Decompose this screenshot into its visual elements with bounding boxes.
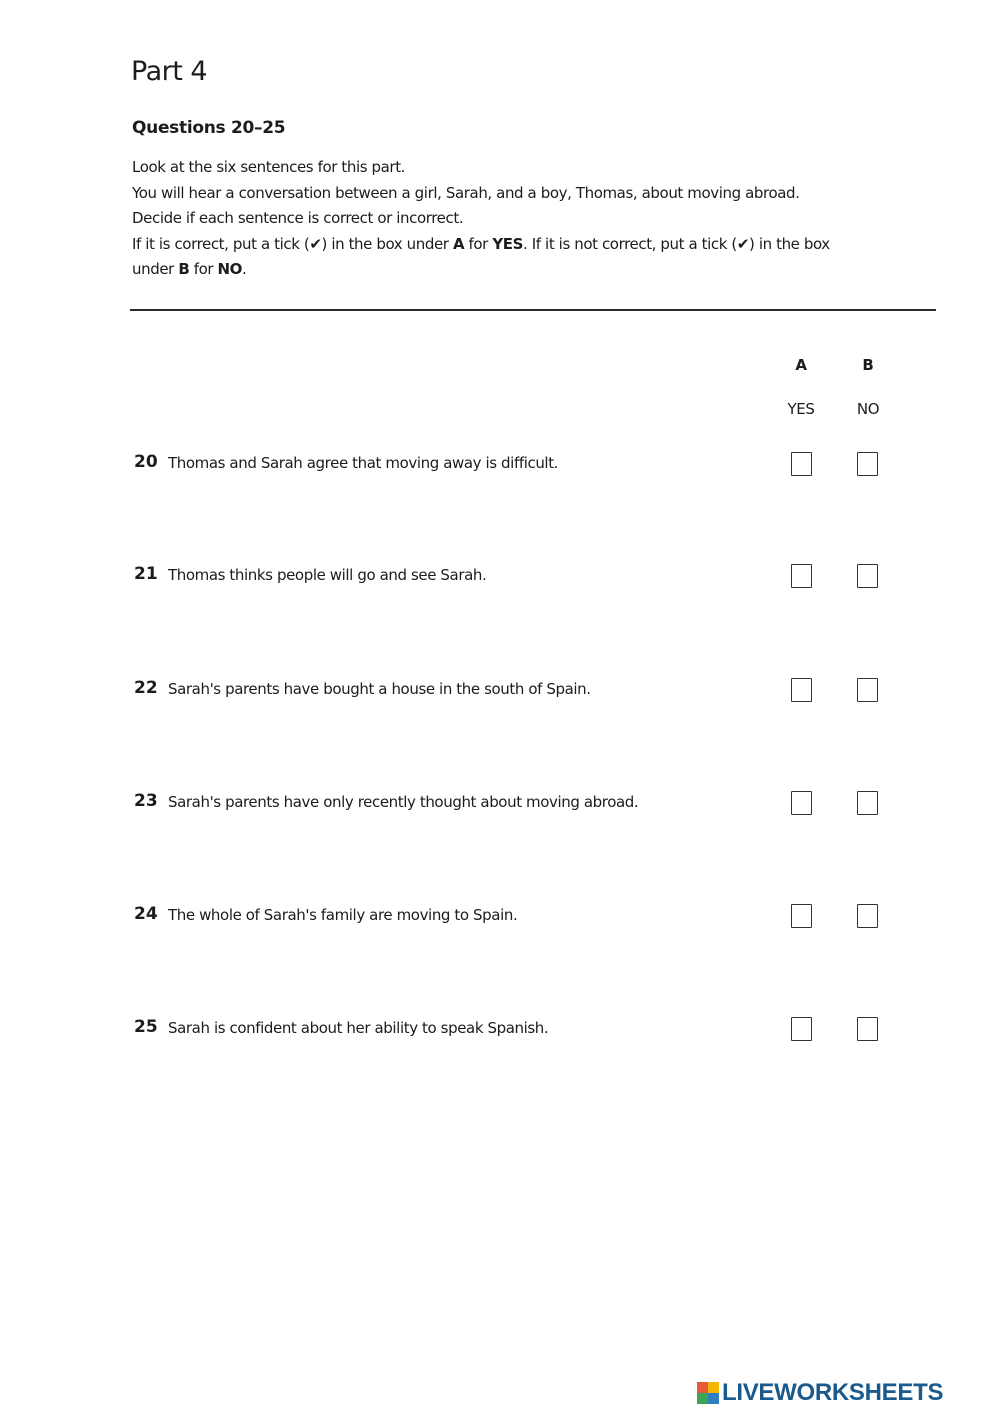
instruction-line: Decide if each sentence is correct or incorrect.: [132, 209, 464, 227]
answer-yes-checkbox[interactable]: [791, 452, 812, 476]
question-text: Sarah is confident about her ability to speak Spanish.: [168, 1019, 549, 1037]
answer-yes-checkbox[interactable]: [791, 564, 812, 588]
question-text: The whole of Sarah's family are moving to Spain.: [168, 906, 518, 924]
page-title: Part 4: [131, 56, 208, 87]
liveworksheets-watermark: [697, 1378, 943, 1408]
answer-no-checkbox[interactable]: [857, 678, 878, 702]
liveworksheets-logo-icon: [697, 1382, 719, 1404]
question-text: Sarah's parents have only recently thought about moving abroad.: [168, 793, 639, 811]
answer-no-checkbox[interactable]: [857, 1017, 878, 1041]
instruction-line: You will hear a conversation between a girl, Sarah, and a boy, Thomas, about moving abroad.: [132, 183, 800, 202]
answer-no-checkbox[interactable]: [857, 791, 878, 815]
column-no-label: NO: [856, 400, 880, 418]
question-text: Sarah's parents have bought a house in the south of Spain.: [168, 680, 591, 698]
column-b-letter: B: [862, 356, 874, 374]
watermark-text: LIVEWORKSHEETS: [722, 1379, 944, 1406]
answer-yes-checkbox[interactable]: [791, 1017, 812, 1041]
answer-no-checkbox[interactable]: [857, 904, 878, 928]
answer-yes-checkbox[interactable]: [791, 678, 812, 702]
column-yes-label: YES: [787, 400, 815, 418]
question-text: Thomas and Sarah agree that moving away is difficult.: [168, 454, 559, 472]
question-text: Thomas thinks people will go and see Sarah.: [168, 566, 487, 584]
question-row-22: [134, 678, 894, 708]
question-row-23: [134, 791, 894, 821]
question-number: 21: [134, 564, 158, 584]
question-row-25: [134, 1017, 894, 1047]
column-a-letter: A: [795, 356, 807, 374]
instruction-line: If it is correct, put a tick (✔) in the box under A for YES. If it is not correct, put a tick (✔) in the box: [132, 234, 830, 253]
question-number: 22: [134, 678, 158, 698]
instruction-line: under B for NO.: [132, 260, 247, 278]
instructions: [132, 155, 852, 283]
questions-heading: Questions 20–25: [132, 118, 286, 138]
question-number: 25: [134, 1017, 158, 1037]
answer-no-checkbox[interactable]: [857, 452, 878, 476]
question-row-24: [134, 904, 894, 934]
question-row-20: [134, 452, 894, 482]
answer-yes-checkbox[interactable]: [791, 904, 812, 928]
answer-yes-checkbox[interactable]: [791, 791, 812, 815]
instruction-line: Look at the six sentences for this part.: [132, 158, 406, 176]
question-number: 24: [134, 904, 158, 924]
question-number: 23: [134, 791, 158, 811]
answer-no-checkbox[interactable]: [857, 564, 878, 588]
question-row-21: [134, 564, 894, 594]
question-number: 20: [134, 452, 158, 472]
divider: [130, 309, 936, 311]
